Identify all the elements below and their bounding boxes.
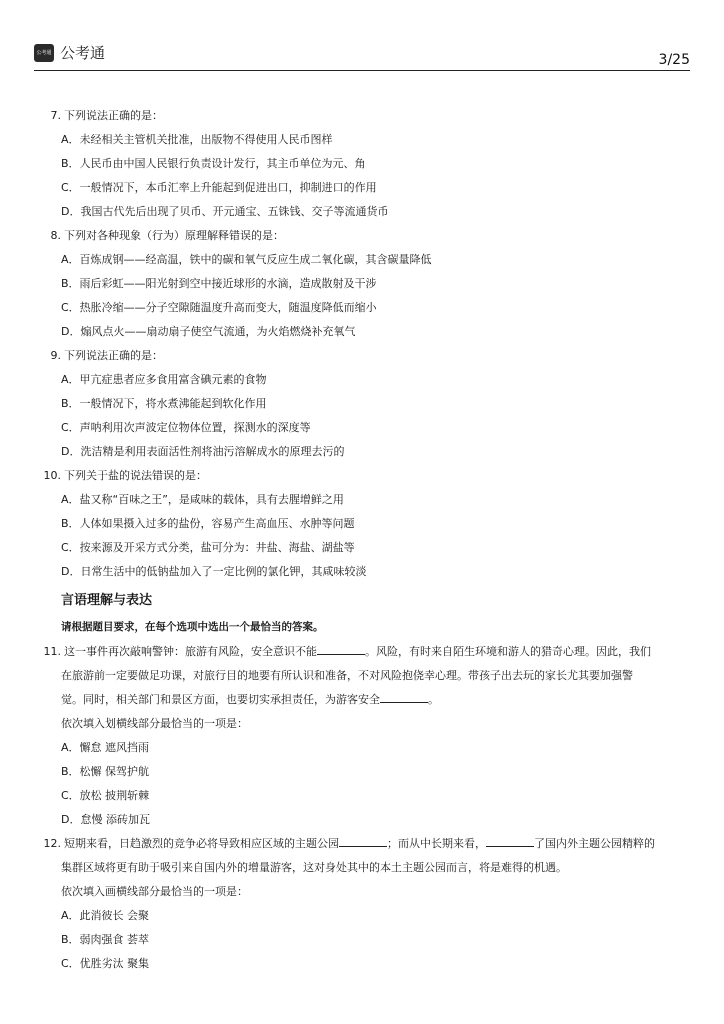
fill-blank: [317, 642, 365, 655]
question-number: 7.: [50, 109, 61, 122]
logo-badge-icon: 公考通: [34, 44, 54, 62]
text-segment: 短期来看，日趋激烈的竞争必将导致相应区域的主题公园: [64, 837, 339, 850]
option-c: C．放松 披荆斩棘: [61, 789, 150, 802]
option-a: A．未经相关主管机关批准，出版物不得使用人民币图样: [61, 133, 333, 146]
logo-text: 公考通: [60, 44, 106, 62]
fill-blank: [486, 834, 534, 847]
option-b: B．一般情况下，将水煮沸能起到软化作用: [61, 397, 267, 410]
option-b: B．雨后彩虹——阳光射到空中接近球形的水滴，造成散射及干涉: [61, 277, 377, 290]
option-a: A．盐又称“百味之王”，是咸味的载体，具有去腥增鲜之用: [61, 493, 344, 506]
question-text: 下列说法正确的是：: [64, 349, 163, 362]
question-9: [40, 344, 688, 368]
option-a: A．此消彼长 会聚: [61, 909, 150, 922]
section-instruction: 请根据题目要求，在每个选项中选出一个最恰当的答案。: [61, 621, 324, 633]
option-a: A．懈怠 遮风挡雨: [61, 741, 150, 754]
option-b: B．人民币由中国人民银行负责设计发行，其主币单位为元、角: [61, 157, 366, 170]
text-segment: 。风险，有时来自陌生环境和游人的猎奇心理。因此，我们: [365, 645, 651, 658]
question-prompt: 依次填入画横线部分最恰当的一项是：: [61, 885, 248, 898]
question-8: [40, 224, 688, 248]
question-text: [64, 640, 688, 664]
page-number: 3/25: [658, 52, 690, 68]
option-a: A．百炼成钢——经高温，铁中的碳和氧气反应生成二氧化碳，其含碳量降低: [61, 253, 432, 266]
question-text: 下列对各种现象（行为）原理解释错误的是：: [64, 229, 284, 242]
question-text-continued: 在旅游前一定要做足功课，对旅行目的地要有所认识和准备，不对风险抱侥幸心理。带孩子出去玩的家长尤其要加强警: [61, 669, 633, 682]
question-number: 12.: [43, 837, 61, 850]
question-text: 下列说法正确的是：: [64, 109, 163, 122]
option-b: B．松懈 保驾护航: [61, 765, 150, 778]
question-number: 9.: [50, 349, 61, 362]
option-c: C．一般情况下，本币汇率上升能起到促进出口，抑制进口的作用: [61, 181, 377, 194]
question-text-continued: [40, 688, 688, 712]
option-b: B．人体如果摄入过多的盐份，容易产生高血压、水肿等问题: [61, 517, 355, 530]
option-c: C．优胜劣汰 聚集: [61, 957, 150, 970]
option-c: C．按来源及开采方式分类，盐可分为：井盐、海盐、湖盐等: [61, 541, 355, 554]
question-text: 下列关于盐的说法错误的是：: [64, 469, 207, 482]
option-d: D．洗洁精是利用表面活性剂将油污溶解成水的原理去污的: [61, 445, 345, 458]
option-d: D．我国古代先后出现了贝币、开元通宝、五铢钱、交子等流通货币: [61, 205, 389, 218]
section-title: 言语理解与表达: [61, 593, 153, 608]
option-c: C．热胀冷缩——分子空隙随温度升高而变大，随温度降低而缩小: [61, 301, 377, 314]
option-a: A．甲亢症患者应多食用富含碘元素的食物: [61, 373, 267, 386]
question-text-continued: 集群区域将更有助于吸引来自国内外的增量游客，这对身处其中的本土主题公园而言，将是难得的机遇。: [61, 861, 567, 874]
question-7: [40, 104, 688, 128]
option-c: C．声呐利用次声波定位物体位置，探测水的深度等: [61, 421, 311, 434]
fill-blank: [380, 690, 428, 703]
option-d: D．怠慢 添砖加瓦: [61, 813, 150, 826]
fill-blank: [339, 834, 387, 847]
content: [40, 104, 688, 976]
logo: [34, 42, 105, 63]
text-segment: ；而从中长期来看，: [387, 837, 486, 850]
text-segment: 觉。同时，相关部门和景区方面，也要切实承担责任，为游客安全: [61, 693, 380, 706]
question-number: 8.: [50, 229, 61, 242]
question-number: 10.: [43, 469, 61, 482]
option-b: B．弱肉强食 荟萃: [61, 933, 150, 946]
option-d: D．煽风点火——扇动扇子使空气流通，为火焰燃烧补充氧气: [61, 325, 356, 338]
page-header: [34, 40, 690, 71]
question-10: [40, 464, 688, 488]
option-d: D．日常生活中的低钠盐加入了一定比例的氯化钾，其咸味较淡: [61, 565, 367, 578]
question-11: [40, 640, 688, 664]
text-segment: 了国内外主题公园精粹的: [534, 837, 655, 850]
question-text: [64, 832, 688, 856]
question-prompt: 依次填入划横线部分最恰当的一项是：: [61, 717, 248, 730]
question-number: 11.: [43, 645, 61, 658]
text-segment: 。: [428, 693, 439, 706]
text-segment: 这一事件再次敲响警钟：旅游有风险，安全意识不能: [64, 645, 317, 658]
question-12: [40, 832, 688, 856]
